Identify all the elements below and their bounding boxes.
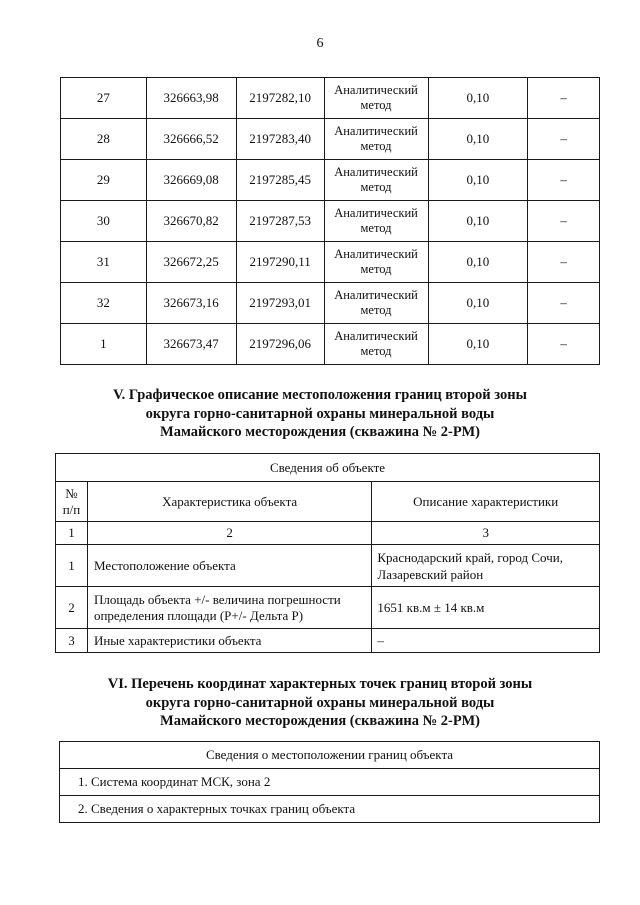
coord-x-cell: 326669,08 xyxy=(146,160,236,201)
section-vi-title-line2: округа горно-санитарной охраны минеральной воды xyxy=(145,694,495,711)
coord-x-cell: 326673,47 xyxy=(146,324,236,365)
coordinates-row xyxy=(61,201,600,242)
row-description: Краснодарский край, город Сочи, Лазаревский район xyxy=(372,545,600,587)
point-number-cell: 1 xyxy=(61,324,147,365)
note-cell: – xyxy=(528,160,600,201)
col-header-num: № п/п xyxy=(56,482,88,522)
location-info-table xyxy=(59,741,600,823)
coordinates-row xyxy=(61,160,600,201)
location-row: 1. Система координат МСК, зона 2 xyxy=(60,769,600,796)
section-v-title-line2: округа горно-санитарной охраны минеральной воды xyxy=(145,405,495,422)
section-vi-title-line1: VI. Перечень координат характерных точек границ второй зоны xyxy=(107,676,533,692)
method-cell: Аналитический метод xyxy=(324,242,428,283)
coordinates-row xyxy=(61,283,600,324)
note-cell: – xyxy=(528,283,600,324)
coord-y-cell: 2197296,06 xyxy=(236,324,324,365)
index-cell: 2 xyxy=(87,522,371,545)
coordinates-table xyxy=(60,77,600,365)
coordinates-row xyxy=(61,242,600,283)
note-cell: – xyxy=(528,201,600,242)
method-cell: Аналитический метод xyxy=(324,324,428,365)
section-v-heading xyxy=(0,386,640,442)
point-number-cell: 28 xyxy=(61,119,147,160)
index-cell: 3 xyxy=(372,522,600,545)
coordinates-row xyxy=(61,119,600,160)
row-num: 3 xyxy=(56,629,88,653)
note-cell: – xyxy=(528,78,600,119)
row-characteristic: Иные характеристики объекта xyxy=(87,629,371,653)
section-vi-heading xyxy=(0,675,640,731)
note-cell: – xyxy=(528,242,600,283)
coord-x-cell: 326666,52 xyxy=(146,119,236,160)
method-cell: Аналитический метод xyxy=(324,160,428,201)
point-number-cell: 31 xyxy=(61,242,147,283)
location-table-caption: Сведения о местоположении границ объекта xyxy=(60,742,600,769)
coord-y-cell: 2197285,45 xyxy=(236,160,324,201)
location-row: 2. Сведения о характерных точках границ объекта xyxy=(60,796,600,823)
note-cell: – xyxy=(528,119,600,160)
accuracy-cell: 0,10 xyxy=(428,160,528,201)
coord-y-cell: 2197293,01 xyxy=(236,283,324,324)
accuracy-cell: 0,10 xyxy=(428,324,528,365)
row-characteristic: Площадь объекта +/- величина погрешности определения площади (Р+/- Дельта Р) xyxy=(87,587,371,629)
accuracy-cell: 0,10 xyxy=(428,283,528,324)
method-cell: Аналитический метод xyxy=(324,283,428,324)
coord-x-cell: 326672,25 xyxy=(146,242,236,283)
coordinates-row xyxy=(61,78,600,119)
col-header-characteristic: Характеристика объекта xyxy=(87,482,371,522)
point-number-cell: 30 xyxy=(61,201,147,242)
accuracy-cell: 0,10 xyxy=(428,78,528,119)
point-number-cell: 32 xyxy=(61,283,147,324)
note-cell: – xyxy=(528,324,600,365)
row-description: – xyxy=(372,629,600,653)
coord-y-cell: 2197290,11 xyxy=(236,242,324,283)
accuracy-cell: 0,10 xyxy=(428,201,528,242)
coord-y-cell: 2197287,53 xyxy=(236,201,324,242)
object-table-caption: Сведения об объекте xyxy=(56,454,600,482)
method-cell: Аналитический метод xyxy=(324,119,428,160)
section-v-title-line1: V. Графическое описание местоположения границ второй зоны xyxy=(113,387,527,403)
coord-y-cell: 2197283,40 xyxy=(236,119,324,160)
method-cell: Аналитический метод xyxy=(324,201,428,242)
col-header-description: Описание характеристики xyxy=(372,482,600,522)
point-number-cell: 27 xyxy=(61,78,147,119)
index-cell: 1 xyxy=(56,522,88,545)
point-number-cell: 29 xyxy=(61,160,147,201)
coordinates-row xyxy=(61,324,600,365)
section-vi-title-line3: Мамайского месторождения (скважина № 2-РМ) xyxy=(160,713,480,729)
coord-x-cell: 326673,16 xyxy=(146,283,236,324)
accuracy-cell: 0,10 xyxy=(428,119,528,160)
object-info-table xyxy=(55,453,600,653)
coord-x-cell: 326663,98 xyxy=(146,78,236,119)
row-description: 1651 кв.м ± 14 кв.м xyxy=(372,587,600,629)
row-characteristic: Местоположение объекта xyxy=(87,545,371,587)
row-num: 1 xyxy=(56,545,88,587)
section-v-title-line3: Мамайского месторождения (скважина № 2-РМ) xyxy=(160,424,480,440)
method-cell: Аналитический метод xyxy=(324,78,428,119)
page-number: 6 xyxy=(316,36,324,51)
coord-x-cell: 326670,82 xyxy=(146,201,236,242)
row-num: 2 xyxy=(56,587,88,629)
coord-y-cell: 2197282,10 xyxy=(236,78,324,119)
accuracy-cell: 0,10 xyxy=(428,242,528,283)
